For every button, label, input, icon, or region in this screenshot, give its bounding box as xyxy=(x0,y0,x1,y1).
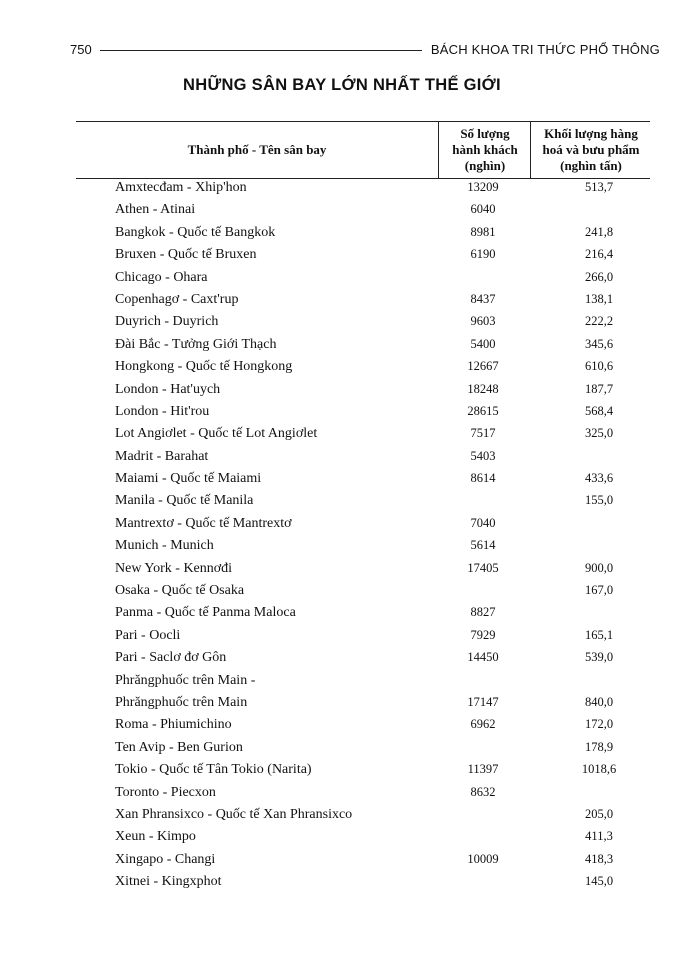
column-header-city: Thành phố - Tên sân bay xyxy=(187,142,327,157)
page-title: NHỮNG SÂN BAY LỚN NHẤT THẾ GIỚI xyxy=(183,76,501,94)
airport-name-cell: London - Hit'rou xyxy=(115,403,210,419)
airport-name-cell: Chicago - Ohara xyxy=(115,269,208,285)
table-row xyxy=(76,715,650,737)
table-row xyxy=(76,290,650,312)
cargo-cell: 241,8 xyxy=(584,224,614,239)
cargo-cell: 167,0 xyxy=(584,583,614,598)
table-row xyxy=(76,581,650,603)
airport-name-cell: Lot Angiơlet - Quốc tế Lot Angiơlet xyxy=(115,426,318,442)
airport-name-cell: Pari - Oocli xyxy=(115,627,181,643)
table-row xyxy=(76,671,650,693)
table-row xyxy=(76,268,650,290)
cargo-cell: 145,0 xyxy=(584,874,614,889)
passengers-cell: 7929 xyxy=(470,627,496,642)
airport-name-cell: Mantrextơ - Quốc tế Mantrextơ xyxy=(115,515,292,531)
passengers-cell: 17147 xyxy=(467,694,499,709)
passengers-cell: 8827 xyxy=(470,605,496,620)
airport-name-cell: Duyrich - Duyrich xyxy=(115,314,219,330)
column-header-cargo: Khối lượng hàng hoá và bưu phẩm (nghìn tấn) xyxy=(530,122,651,178)
cargo-cell: 568,4 xyxy=(584,403,614,418)
passengers-cell: 7517 xyxy=(470,426,496,441)
cargo-cell: 433,6 xyxy=(584,471,614,486)
passengers-cell: 6040 xyxy=(470,202,496,217)
passengers-cell: 13209 xyxy=(467,180,499,194)
table-row xyxy=(76,603,650,625)
airport-name-cell: Osaka - Quốc tế Osaka xyxy=(115,583,245,599)
passengers-cell: 18248 xyxy=(467,381,499,396)
cargo-cell: 900,0 xyxy=(584,560,614,575)
airport-name-cell: Maiami - Quốc tế Maiami xyxy=(115,471,262,487)
airport-name-cell: New York - Kennơđi xyxy=(115,560,233,576)
cargo-cell: 155,0 xyxy=(584,493,614,508)
table-row xyxy=(76,447,650,469)
passengers-cell: 28615 xyxy=(467,403,499,418)
cargo-cell: 178,9 xyxy=(584,739,614,754)
table-row xyxy=(76,223,650,245)
running-title: BÁCH KHOA TRI THỨC PHỔ THÔNG xyxy=(430,42,660,57)
table-row xyxy=(76,760,650,782)
airport-name-cell: Amxtecđam - Xhip'hon xyxy=(115,180,247,195)
cargo-cell: 222,2 xyxy=(584,314,614,329)
page-number: 750 xyxy=(70,42,92,57)
cargo-cell: 172,0 xyxy=(584,717,614,732)
airport-name-cell: Pari - Saclơ đơ Gôn xyxy=(115,650,227,666)
table-row xyxy=(76,536,650,558)
cargo-cell: 418,3 xyxy=(584,851,614,866)
airport-name-cell: Phrăngphuốc trên Main xyxy=(115,694,248,710)
table-row xyxy=(76,424,650,446)
passengers-cell: 12667 xyxy=(467,359,499,374)
table-row xyxy=(76,357,650,379)
passengers-cell: 8981 xyxy=(470,224,496,239)
airport-name-cell: Ten Avip - Ben Gurion xyxy=(115,739,243,755)
passengers-cell: 6190 xyxy=(470,247,496,262)
table-row xyxy=(76,738,650,760)
passengers-cell: 14450 xyxy=(467,650,499,665)
passengers-cell: 5614 xyxy=(470,538,496,553)
airport-name-cell: Madrit - Barahat xyxy=(115,448,209,464)
table-row xyxy=(76,783,650,805)
airport-name-cell: Xitnei - Kingxphot xyxy=(115,874,222,890)
table-row xyxy=(76,178,650,200)
cargo-cell: 187,7 xyxy=(584,381,614,396)
table-row xyxy=(76,514,650,536)
airport-name-cell: Phrăngphuốc trên Main - xyxy=(115,672,256,688)
airport-name-cell: Manila - Quốc tế Manila xyxy=(115,493,254,509)
passengers-cell: 17405 xyxy=(467,560,499,575)
table-row xyxy=(76,469,650,491)
header-rule xyxy=(100,50,422,51)
passengers-cell: 5403 xyxy=(470,448,496,463)
airport-name-cell: Panma - Quốc tế Panma Maloca xyxy=(115,605,296,621)
airport-name-cell: Toronto - Piecxon xyxy=(115,784,216,800)
table-row xyxy=(76,491,650,513)
passengers-cell: 11397 xyxy=(467,762,499,777)
airport-name-cell: Athen - Atinai xyxy=(115,202,196,218)
passengers-cell: 8437 xyxy=(470,291,496,306)
table-row xyxy=(76,805,650,827)
passengers-cell: 10009 xyxy=(467,851,499,866)
airport-name-cell: Xingapo - Changi xyxy=(115,851,216,867)
cargo-cell: 345,6 xyxy=(584,336,614,351)
cargo-cell: 138,1 xyxy=(584,291,614,306)
passengers-cell: 9603 xyxy=(470,314,496,329)
cargo-cell: 216,4 xyxy=(584,247,614,262)
cargo-cell: 610,6 xyxy=(584,359,614,374)
table-row xyxy=(76,626,650,648)
cargo-cell: 205,0 xyxy=(584,806,614,821)
cargo-cell: 325,0 xyxy=(584,426,614,441)
cargo-cell: 165,1 xyxy=(584,627,614,642)
column-header-passengers: Số lượng hành khách (nghìn) xyxy=(438,122,531,178)
table-row xyxy=(76,693,650,715)
passengers-cell: 6962 xyxy=(470,717,496,732)
table-row xyxy=(76,402,650,424)
table-row xyxy=(76,200,650,222)
cargo-cell: 411,3 xyxy=(585,829,613,844)
table-row xyxy=(76,648,650,670)
airport-name-cell: Xeun - Kimpo xyxy=(115,829,196,845)
airport-name-cell: Bruxen - Quốc tế Bruxen xyxy=(115,247,257,263)
airport-name-cell: Tokio - Quốc tế Tân Tokio (Narita) xyxy=(115,762,312,778)
table-row xyxy=(76,312,650,334)
table-row xyxy=(76,850,650,872)
airport-name-cell: Copenhagơ - Caxt'rup xyxy=(115,291,239,307)
table-row xyxy=(76,872,650,894)
cargo-cell: 1018,6 xyxy=(581,762,617,777)
table-row xyxy=(76,245,650,267)
cargo-cell: 513,7 xyxy=(584,180,614,194)
airport-name-cell: Hongkong - Quốc tế Hongkong xyxy=(115,359,293,375)
airport-name-cell: Đài Bắc - Tưởng Giới Thạch xyxy=(115,336,277,352)
airport-name-cell: Xan Phransixco - Quốc tế Xan Phransixco xyxy=(115,806,353,822)
cargo-cell: 539,0 xyxy=(584,650,614,665)
airport-name-cell: Munich - Munich xyxy=(115,538,214,554)
table-header xyxy=(76,121,650,179)
table-row xyxy=(76,380,650,402)
passengers-cell: 8632 xyxy=(470,784,496,799)
passengers-cell: 5400 xyxy=(470,336,496,351)
table-row xyxy=(76,827,650,849)
cargo-cell: 840,0 xyxy=(584,694,614,709)
airport-name-cell: Bangkok - Quốc tế Bangkok xyxy=(115,224,276,240)
passengers-cell: 8614 xyxy=(470,471,496,486)
airport-name-cell: London - Hat'uych xyxy=(115,381,221,397)
airport-name-cell: Roma - Phiumichino xyxy=(115,717,232,733)
table-body xyxy=(76,178,650,895)
table-row xyxy=(76,335,650,357)
passengers-cell: 7040 xyxy=(470,515,496,530)
table-row xyxy=(76,559,650,581)
cargo-cell: 266,0 xyxy=(584,269,614,284)
